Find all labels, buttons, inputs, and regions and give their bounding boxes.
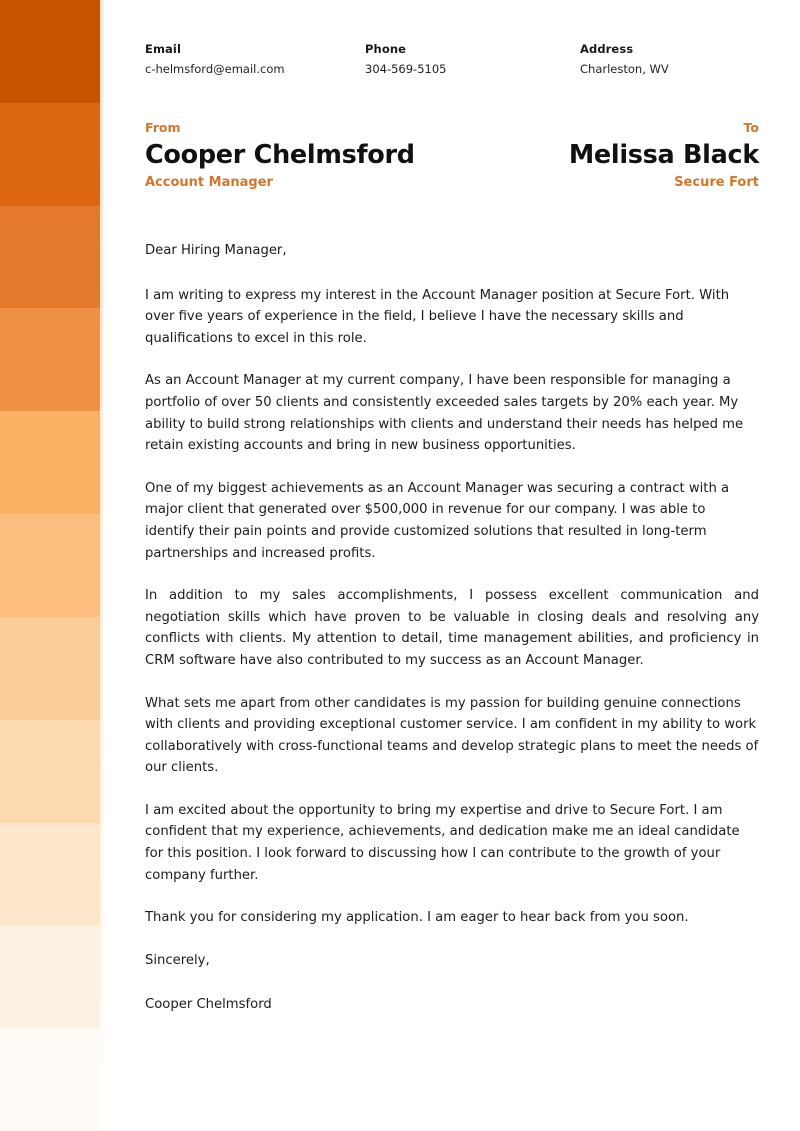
contact-value-email: c-helmsford@email.com (145, 62, 285, 76)
sidebar-block (0, 823, 103, 926)
sidebar-block (0, 1028, 103, 1131)
letter-closing: Sincerely, (145, 952, 210, 968)
recipient-organization: Secure Fort (674, 175, 759, 190)
contact-value-address: Charleston, WV (580, 62, 669, 76)
from-to-header (145, 120, 759, 191)
sidebar-block (0, 617, 103, 720)
letter-paragraph: As an Account Manager at my current company, I have been responsible for managing a portfolio of over 50 clients and consistently exceeded sales targets by 20% each year. My ability to build strong relationships with clients and understand their needs has helped me retain existing accounts and bring in new business opportunities. (145, 373, 744, 454)
letter-content (103, 0, 800, 1131)
contact-value-phone: 304-569-5105 (365, 62, 447, 76)
contact-column-phone (365, 42, 580, 77)
contact-header (145, 42, 759, 77)
sidebar-block (0, 103, 103, 206)
letter-paragraph: What sets me apart from other candidates is my passion for building genuine connections with clients and providing exceptional customer service. I am confident in my ability to work collaboratively with cross-functional teams and develop strategic plans to meet the needs of our clients. (145, 695, 759, 776)
sender-role: Account Manager (145, 175, 273, 190)
letter-paragraph: Thank you for considering my application. I am eager to hear back from you soon. (145, 910, 689, 926)
recipient-kicker: To (743, 120, 759, 135)
letter-paragraph: I am writing to express my interest in the Account Manager position at Secure Fort. With over five years of experience in the field, I believe I have the necessary skills and qualifications to excel in this role. (145, 287, 730, 346)
gradient-sidebar (0, 0, 103, 1131)
contact-column-email (145, 42, 365, 77)
contact-label-address: Address (580, 42, 634, 56)
contact-label-email: Email (145, 42, 181, 56)
sidebar-block (0, 308, 103, 411)
recipient-name: Melissa Black (568, 140, 759, 170)
sidebar-block (0, 411, 103, 514)
sender-kicker: From (145, 120, 181, 135)
letter-signature: Cooper Chelmsford (145, 997, 272, 1013)
recipient-block (569, 120, 759, 191)
letter-paragraph: In addition to my sales accomplishments, I possess excellent communication and negotiation skills which have proven to be valuable in closing deals and resolving any conflicts with clients. My attention to detail, time management abilities, and proficiency in CRM software have also contributed to my success as an Account Manager. (145, 588, 759, 668)
sender-name: Cooper Chelmsford (145, 140, 415, 170)
contact-label-phone: Phone (365, 42, 407, 56)
letter-body (145, 240, 759, 1016)
letter-paragraph: I am excited about the opportunity to bring my expertise and drive to Secure Fort. I am confident that my experience, achievements, and dedication make me an ideal candidate for this position. I look forward to discussing how I can contribute to the growth of your company further. (145, 802, 740, 883)
letter-paragraph: One of my biggest achievements as an Account Manager was securing a contract with a major client that generated over $500,000 in revenue for our company. I was able to identify their pain points and provide customized solutions that resulted in long-term partnerships and increased profits. (145, 480, 730, 561)
sender-block (145, 120, 415, 191)
sidebar-block (0, 206, 103, 309)
sidebar-block (0, 0, 103, 103)
contact-column-address (580, 42, 759, 77)
sidebar-block (0, 925, 103, 1028)
sidebar-block (0, 514, 103, 617)
letter-salutation: Dear Hiring Manager, (145, 243, 287, 258)
sidebar-block (0, 720, 103, 823)
